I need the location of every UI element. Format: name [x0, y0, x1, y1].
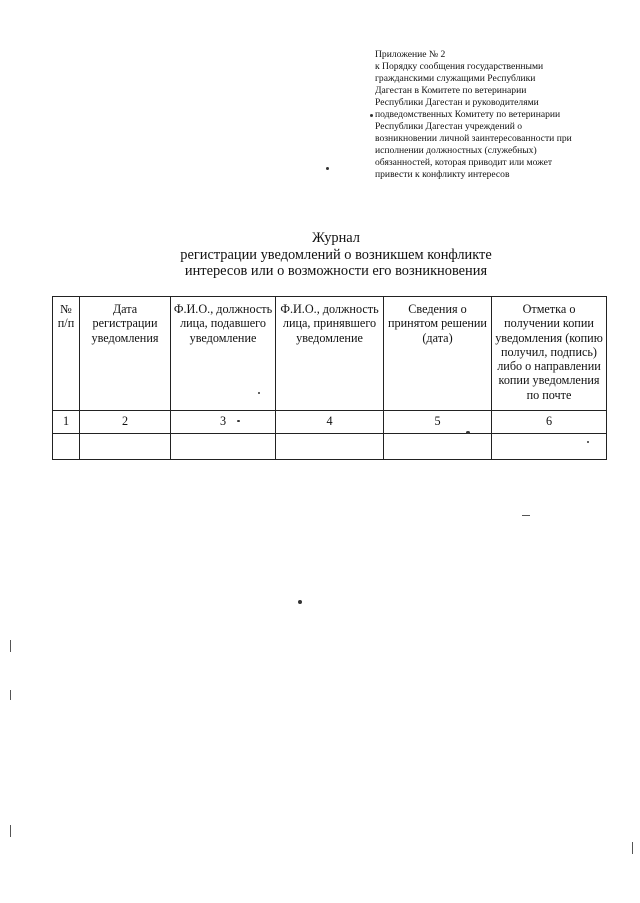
scan-speck	[370, 114, 373, 117]
table-row-empty	[53, 434, 607, 460]
scan-speck	[237, 420, 240, 422]
header-cell-submitter: Ф.И.О., должность лица, подавшего уведомление	[171, 297, 276, 411]
scan-speck	[326, 167, 329, 170]
header-cell-registration-date: Дата регистрации уведомления	[80, 297, 171, 411]
journal-subtitle-line: регистрации уведомлений о возникшем конфликте	[180, 246, 492, 263]
appendix-line: привести к конфликту интересов	[375, 169, 510, 181]
empty-cell	[53, 434, 80, 460]
scan-speck	[587, 441, 589, 443]
appendix-line: Республики Дагестан и руководителями	[375, 97, 539, 109]
appendix-note	[375, 49, 615, 182]
appendix-line: гражданскими служащими Республики	[375, 73, 536, 85]
header-cell-receiver: Ф.И.О., должность лица, принявшего уведомление	[276, 297, 384, 411]
scan-mark	[632, 842, 633, 854]
journal-title: Журнал	[312, 230, 360, 246]
scan-speck	[258, 392, 260, 394]
scan-speck	[466, 431, 470, 434]
journal-heading	[120, 230, 552, 280]
header-cell-decision: Сведения о принятом решении (дата)	[384, 297, 492, 411]
empty-cell	[171, 434, 276, 460]
scan-speck	[298, 600, 302, 604]
column-number-cell: 6	[492, 411, 607, 434]
column-number-cell: 5	[384, 411, 492, 434]
empty-cell	[492, 434, 607, 460]
empty-cell	[80, 434, 171, 460]
empty-cell	[384, 434, 492, 460]
empty-cell	[276, 434, 384, 460]
appendix-line: Приложение № 2	[375, 49, 446, 60]
appendix-line: обязанностей, которая приводит или может	[375, 157, 553, 169]
scan-mark	[10, 640, 11, 652]
scan-mark	[10, 690, 11, 700]
appendix-line: Дагестан в Комитете по ветеринарии	[375, 85, 527, 97]
appendix-line: Республики Дагестан учреждений о	[375, 121, 523, 133]
header-cell-number: № п/п	[53, 297, 80, 411]
column-number-cell: 2	[80, 411, 171, 434]
journal-table	[52, 296, 607, 460]
appendix-line: к Порядку сообщения государственными	[375, 61, 544, 73]
scan-mark	[522, 515, 530, 516]
column-number-cell: 4	[276, 411, 384, 434]
scan-mark	[10, 825, 11, 837]
table-header-row	[53, 297, 607, 411]
appendix-line: подведомственных Комитету по ветеринарии	[375, 109, 561, 121]
column-number-cell: 3	[171, 411, 276, 434]
journal-subtitle-line: интересов или о возможности его возникновения	[184, 263, 488, 280]
column-number-cell: 1	[53, 411, 80, 434]
appendix-line: возникновении личной заинтересованности при	[375, 133, 572, 145]
header-cell-copy-mark: Отметка о получении копии уведомления (копию получил, подпись) либо о направлении копии уведомления по почте	[492, 297, 607, 411]
table-row-column-numbers	[53, 411, 607, 434]
appendix-line: исполнении должностных (служебных)	[375, 145, 537, 157]
